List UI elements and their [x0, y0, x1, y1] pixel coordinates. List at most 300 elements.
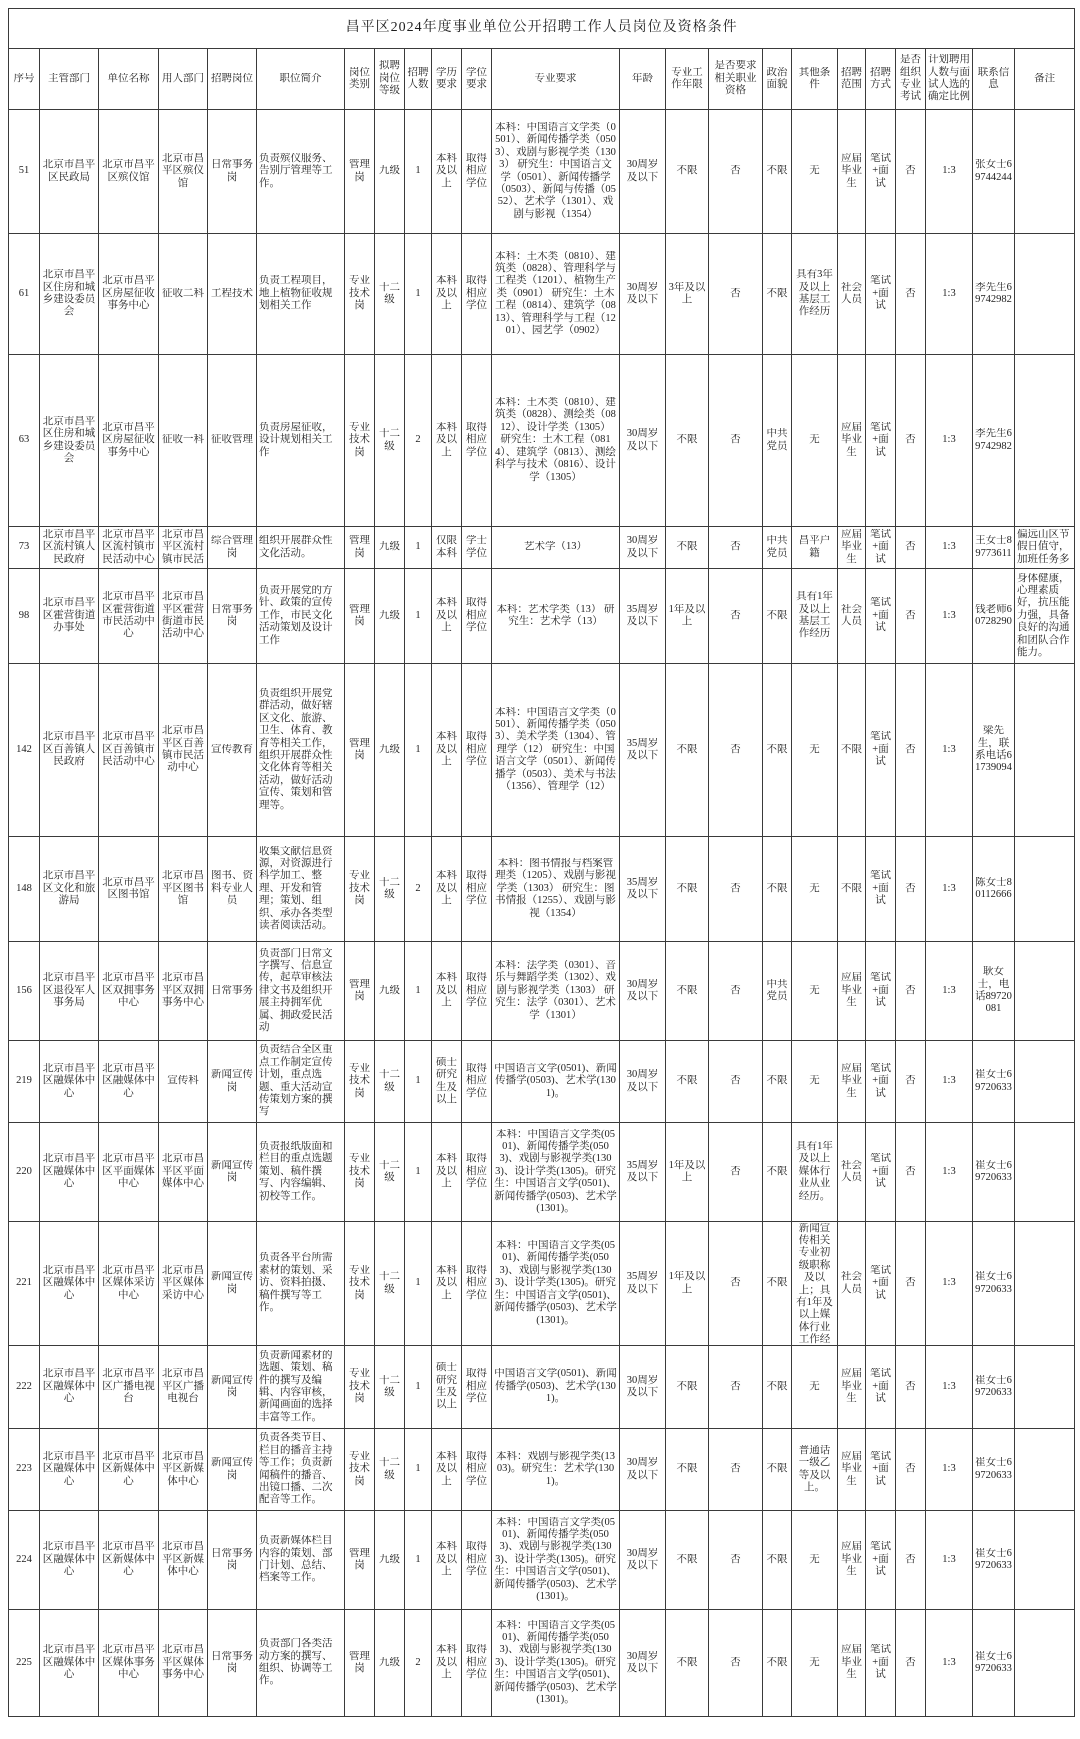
cell-ratio-text: 1:3 [942, 1075, 956, 1087]
cell-degree [462, 1610, 492, 1717]
cell-major-text: 本科：中国语言文学类(0501)、新闻传播学类(0503)、戏剧与影视学类(1303)、设计学类(1305)。研究生：中国语言文学(0501)、新闻传播学(0503)、艺术学(1301)。 [494, 1240, 617, 1326]
cell-position-text: 日常事务 [211, 984, 253, 996]
column-header-label: 招聘范围 [841, 66, 862, 90]
column-header-remark [1015, 49, 1075, 110]
cell-years-text: 不限 [676, 434, 698, 446]
cell-ratio-text: 1:3 [942, 743, 956, 755]
cell-method [866, 355, 896, 527]
cell-position-text: 图书、资料专业人员 [211, 870, 253, 907]
cell-unit [99, 664, 159, 837]
cell-id-text: 225 [16, 1656, 32, 1668]
cell-other [792, 837, 838, 942]
cell-cert [709, 355, 763, 527]
cell-level [375, 837, 405, 942]
cell-ratio-text: 1:3 [942, 541, 956, 553]
cell-exam [896, 1511, 926, 1610]
cell-method [866, 569, 896, 664]
cell-major [492, 664, 620, 837]
table-row [9, 1511, 1075, 1610]
cell-contact-text: 崔女士69720633 [975, 1547, 1012, 1571]
cell-unit [99, 234, 159, 355]
cell-dept-text: 北京市昌平区流村镇人民政府 [42, 528, 96, 565]
cell-education-text: 仅限本科 [436, 535, 457, 559]
cell-other-text: 具有1年及以上基层工作经历 [796, 591, 833, 640]
cell-intro [257, 1511, 345, 1610]
cell-education-text: 本科及以上 [436, 275, 457, 312]
cell-method [866, 1511, 896, 1610]
cell-id [9, 1123, 40, 1222]
cell-cert-text: 否 [730, 165, 741, 177]
cell-category [345, 1222, 375, 1346]
cell-position [208, 1610, 257, 1717]
table-row [9, 664, 1075, 837]
cell-exam [896, 1610, 926, 1717]
cell-education-text: 本科及以上 [436, 1450, 457, 1487]
cell-position [208, 1429, 257, 1511]
cell-intro-text: 负责各类节目、栏目的播音主持等工作；负责新闻稿件的播音、出镜口播、二次配音等工作。 [259, 1432, 333, 1506]
cell-cert-text: 否 [730, 743, 741, 755]
cell-id-text: 221 [16, 1277, 32, 1289]
column-header-method [866, 49, 896, 110]
cell-age-text: 35周岁及以下 [626, 1159, 659, 1183]
cell-education [432, 1429, 462, 1511]
cell-method [866, 234, 896, 355]
cell-method-text: 笔试+面试 [870, 1644, 891, 1681]
cell-unit [99, 355, 159, 527]
table-row [9, 569, 1075, 664]
cell-method-text: 笔试+面试 [870, 1153, 891, 1190]
cell-political-text: 中共党员 [766, 428, 788, 452]
cell-level [375, 664, 405, 837]
cell-intro-text: 负责殡仪服务、告别厅管理等工作。 [259, 152, 333, 189]
cell-unit [99, 1610, 159, 1717]
cell-count-text: 1 [415, 743, 421, 755]
column-header-label: 计划聘用人数与面试人选的确定比例 [928, 54, 970, 103]
cell-other [792, 527, 838, 569]
cell-ratio [926, 1511, 973, 1610]
cell-age [620, 1123, 666, 1222]
cell-cert-text: 否 [730, 1463, 741, 1475]
cell-age-text: 30周岁及以下 [626, 281, 659, 305]
cell-education-text: 本科及以上 [436, 1644, 457, 1681]
cell-count-text: 1 [415, 541, 421, 553]
cell-level-text: 十二级 [379, 876, 400, 900]
cell-cert-text: 否 [730, 1553, 741, 1565]
column-header-cert [709, 49, 763, 110]
cell-education-text: 本科及以上 [436, 597, 457, 634]
cell-scope [838, 1610, 866, 1717]
cell-count-text: 1 [415, 984, 421, 996]
cell-scope-text: 应届毕业生 [841, 152, 862, 189]
cell-political [763, 837, 792, 942]
cell-intro [257, 234, 345, 355]
cell-level-text: 九级 [379, 609, 400, 621]
cell-major-text: 本科：中国语言文学类(0501)、新闻传播学类(0503)、戏剧与影视学类(1303)、设计学类(1305)。研究生：中国语言文学(0501)、新闻传播学(0503)、艺术学(1301)。 [494, 1619, 617, 1706]
cell-employer-text: 北京市昌平区新媒体中心 [162, 1541, 204, 1578]
cell-years [666, 1123, 709, 1222]
cell-ratio [926, 355, 973, 527]
cell-age [620, 355, 666, 527]
cell-category-text: 专业技术岗 [349, 1153, 370, 1190]
cell-position-text: 综合管理岗 [211, 535, 253, 559]
cell-ratio [926, 664, 973, 837]
cell-level-text: 九级 [379, 984, 400, 996]
cell-major [492, 1222, 620, 1346]
cell-age-text: 35周岁及以下 [626, 737, 659, 761]
cell-count [405, 1222, 432, 1346]
cell-degree [462, 1123, 492, 1222]
cell-ratio-text: 1:3 [942, 287, 956, 299]
cell-cert [709, 527, 763, 569]
cell-employer [159, 527, 208, 569]
cell-remark [1015, 1511, 1075, 1610]
cell-cert [709, 1511, 763, 1610]
cell-id [9, 942, 40, 1041]
cell-ratio-text: 1:3 [942, 984, 956, 996]
cell-count-text: 1 [415, 1553, 421, 1565]
cell-dept-text: 北京市昌平区民政局 [42, 159, 96, 183]
cell-major [492, 942, 620, 1041]
cell-education [432, 1610, 462, 1717]
cell-count [405, 837, 432, 942]
cell-education-text: 本科及以上 [436, 972, 457, 1009]
cell-position-text: 日常事务岗 [211, 159, 253, 183]
cell-exam [896, 664, 926, 837]
cell-age [620, 569, 666, 664]
cell-unit-text: 北京市昌平区媒体采访中心 [102, 1264, 155, 1301]
cell-position [208, 355, 257, 527]
cell-exam-text: 否 [905, 882, 916, 894]
cell-political [763, 1123, 792, 1222]
recruitment-table [8, 8, 1075, 1717]
cell-cert-text: 否 [730, 1075, 741, 1087]
cell-scope [838, 837, 866, 942]
cell-employer-text: 北京市昌平区媒体采访中心 [162, 1264, 204, 1301]
cell-other-text: 具有1年及以上媒体行业从业经历。 [796, 1140, 833, 1202]
cell-employer-text: 北京市昌平区霍营街道市民活动中心 [162, 591, 204, 640]
cell-unit-text: 北京市昌平区霍营街道市民活动中心 [102, 591, 155, 640]
cell-unit-text: 北京市昌平区媒体事务中心 [102, 1644, 155, 1681]
cell-dept-text: 北京市昌平区融媒体中心 [42, 1644, 96, 1681]
cell-count [405, 527, 432, 569]
cell-method-text: 笔试+面试 [870, 528, 891, 565]
cell-employer-text: 征收一科 [162, 434, 204, 446]
cell-employer [159, 664, 208, 837]
cell-remark [1015, 1123, 1075, 1222]
cell-level-text: 十二级 [379, 1457, 400, 1481]
cell-degree-text: 取得相应学位 [466, 731, 487, 768]
cell-education [432, 569, 462, 664]
cell-scope [838, 1222, 866, 1346]
cell-category [345, 1123, 375, 1222]
column-header-label: 招聘方式 [870, 66, 891, 90]
cell-id-text: 148 [16, 882, 32, 894]
cell-cert-text: 否 [730, 1380, 741, 1392]
cell-count-text: 1 [415, 1380, 421, 1392]
column-header-dept [40, 49, 99, 110]
cell-level-text: 十二级 [379, 281, 400, 305]
cell-degree [462, 1511, 492, 1610]
column-header-label: 招聘人数 [407, 66, 429, 90]
cell-cert-text: 否 [730, 1277, 741, 1289]
cell-degree-text: 取得相应学位 [466, 1368, 487, 1405]
cell-id [9, 569, 40, 664]
cell-ratio [926, 942, 973, 1041]
cell-major [492, 355, 620, 527]
cell-level-text: 九级 [379, 743, 400, 755]
cell-contact-text: 陈女士80112666 [975, 876, 1012, 900]
cell-unit-text: 北京市昌平区房屋征收事务中心 [102, 275, 155, 312]
cell-contact [973, 1346, 1015, 1429]
table-row [9, 1222, 1075, 1346]
cell-age-text: 35周岁及以下 [626, 1271, 659, 1295]
cell-age-text: 35周岁及以下 [626, 603, 659, 627]
cell-major-text: 本科：法学类（0301）、音乐与舞蹈学类（1302）、戏剧与影视学类（1303） 研究生：法学（0301）、艺术学（1301） [495, 959, 616, 1021]
cell-employer-text: 北京市昌平区殡仪馆 [162, 152, 204, 189]
cell-intro [257, 1041, 345, 1123]
cell-scope [838, 527, 866, 569]
cell-age [620, 1222, 666, 1346]
cell-contact [973, 1123, 1015, 1222]
cell-dept [40, 527, 99, 569]
cell-employer [159, 1222, 208, 1346]
cell-exam-text: 否 [905, 609, 916, 621]
cell-years [666, 569, 709, 664]
cell-major-text: 本科：戏剧与影视学类(1303)。研究生：艺术学(1301)。 [496, 1450, 615, 1487]
cell-count [405, 110, 432, 234]
cell-id [9, 1041, 40, 1123]
cell-age [620, 1610, 666, 1717]
cell-intro [257, 1123, 345, 1222]
cell-degree [462, 1041, 492, 1123]
cell-position [208, 664, 257, 837]
cell-intro [257, 837, 345, 942]
cell-position [208, 234, 257, 355]
column-header-level [375, 49, 405, 110]
cell-years [666, 110, 709, 234]
cell-degree-text: 取得相应学位 [466, 1541, 487, 1578]
cell-major-text: 本科：中国语言文学类(0501)、新闻传播学类(0503)、戏剧与影视学类(1303)、设计学类(1305)。研究生：中国语言文学(0501)、新闻传播学(0503)、艺术学(1301)。 [494, 1128, 617, 1215]
cell-dept-text: 北京市昌平区融媒体中心 [42, 1062, 96, 1099]
cell-cert [709, 234, 763, 355]
cell-position-text: 宣传教育 [211, 743, 253, 755]
cell-education [432, 1346, 462, 1429]
cell-id-text: 51 [18, 165, 30, 177]
cell-age-text: 30周岁及以下 [626, 428, 659, 452]
cell-other-text: 无 [809, 984, 820, 996]
cell-education [432, 527, 462, 569]
header-row [9, 49, 1075, 110]
cell-exam [896, 234, 926, 355]
cell-cert [709, 569, 763, 664]
column-header-political [763, 49, 792, 110]
cell-major [492, 1511, 620, 1610]
cell-level-text: 九级 [379, 165, 400, 177]
cell-scope-text: 社会人员 [841, 603, 862, 627]
column-header-count [405, 49, 432, 110]
cell-political [763, 1222, 792, 1346]
cell-contact [973, 664, 1015, 837]
cell-scope [838, 569, 866, 664]
cell-scope-text: 应届毕业生 [841, 1450, 862, 1487]
column-header-label: 学历要求 [436, 66, 457, 90]
table-row [9, 1610, 1075, 1717]
column-header-id [9, 49, 40, 110]
cell-education-text: 本科及以上 [436, 1153, 457, 1190]
cell-other [792, 1123, 838, 1222]
cell-position-text: 日常事务岗 [211, 1547, 253, 1571]
cell-other-text: 无 [809, 1075, 820, 1087]
cell-years-text: 不限 [676, 1075, 698, 1087]
cell-years [666, 1041, 709, 1123]
cell-method [866, 1123, 896, 1222]
cell-degree-text: 取得相应学位 [466, 1153, 487, 1190]
cell-dept-text: 北京市昌平区融媒体中心 [42, 1264, 96, 1301]
cell-count [405, 942, 432, 1041]
cell-scope-text: 应届毕业生 [841, 972, 862, 1009]
cell-intro [257, 110, 345, 234]
cell-intro-text: 收集文献信息资源，对资源进行科学加工、整理、开发和管理；策划、组织、承办各类型读者阅读活动。 [259, 845, 333, 932]
cell-other [792, 355, 838, 527]
cell-cert-text: 否 [730, 1656, 741, 1668]
cell-remark [1015, 355, 1075, 527]
cell-level-text: 九级 [379, 1553, 400, 1565]
cell-category [345, 1041, 375, 1123]
cell-scope-text: 应届毕业生 [841, 1062, 862, 1099]
cell-years [666, 1610, 709, 1717]
cell-unit-text: 北京市昌平区双拥事务中心 [102, 972, 155, 1009]
cell-dept [40, 569, 99, 664]
cell-ratio-text: 1:3 [942, 882, 956, 894]
cell-major-text: 本科：土木类（0810）、建筑类（0828）、管理科学与工程类（1201）、植物生产类（0901） 研究生：土木工程（0814）、建筑学（0813）、管理科学与工程（1201）、园艺学（0902） [495, 250, 616, 337]
cell-remark [1015, 1429, 1075, 1511]
column-header-other [792, 49, 838, 110]
cell-category-text: 管理岗 [349, 603, 370, 627]
cell-employer-text: 北京市昌平区平面媒体中心 [162, 1153, 204, 1190]
cell-dept-text: 北京市昌平区百善镇人民政府 [42, 731, 96, 768]
cell-category-text: 专业技术岗 [349, 1264, 370, 1301]
cell-years-text: 不限 [676, 984, 698, 996]
cell-category-text: 专业技术岗 [349, 870, 370, 907]
column-header-label: 职位简介 [279, 72, 322, 84]
cell-ratio [926, 1222, 973, 1346]
cell-method [866, 1346, 896, 1429]
cell-id-text: 220 [16, 1165, 32, 1177]
cell-years-text: 1年及以上 [668, 1271, 706, 1295]
table-row [9, 1041, 1075, 1123]
cell-major [492, 527, 620, 569]
cell-dept-text: 北京市昌平区住房和城乡建设委员会 [42, 415, 96, 464]
table-row [9, 527, 1075, 569]
cell-remark [1015, 110, 1075, 234]
cell-major-text: 本科：艺术学类（13） 研究生：艺术学（13） [496, 603, 615, 627]
cell-education [432, 1511, 462, 1610]
cell-employer [159, 1610, 208, 1717]
cell-political [763, 664, 792, 837]
cell-unit-text: 北京市昌平区融媒体中心 [102, 1062, 155, 1099]
cell-cert-text: 否 [730, 287, 741, 299]
cell-count-text: 2 [415, 882, 421, 894]
cell-exam-text: 否 [905, 984, 916, 996]
column-header-label: 是否要求相关职业资格 [714, 60, 757, 97]
cell-id-text: 98 [18, 609, 30, 621]
cell-dept-text: 北京市昌平区退役军人事务局 [42, 972, 96, 1009]
cell-remark [1015, 527, 1075, 569]
column-header-employer [159, 49, 208, 110]
cell-level-text: 九级 [379, 1656, 400, 1668]
cell-political-text: 不限 [766, 1463, 788, 1475]
cell-position [208, 1346, 257, 1429]
cell-level [375, 1123, 405, 1222]
cell-scope-text: 社会人员 [841, 1271, 862, 1295]
cell-remark [1015, 837, 1075, 942]
column-header-contact [973, 49, 1015, 110]
column-header-label: 序号 [13, 72, 35, 84]
cell-education [432, 234, 462, 355]
cell-count [405, 355, 432, 527]
cell-exam [896, 1041, 926, 1123]
cell-dept [40, 942, 99, 1041]
cell-employer [159, 1511, 208, 1610]
cell-method-text: 笔试+面试 [870, 421, 891, 458]
cell-count [405, 234, 432, 355]
cell-degree-text: 取得相应学位 [466, 421, 487, 458]
cell-education [432, 1222, 462, 1346]
cell-method-text: 笔试+面试 [870, 1450, 891, 1487]
cell-method [866, 527, 896, 569]
cell-unit [99, 837, 159, 942]
cell-employer [159, 1346, 208, 1429]
cell-method-text: 笔试+面试 [870, 1062, 891, 1099]
cell-degree-text: 取得相应学位 [466, 1644, 487, 1681]
cell-unit [99, 569, 159, 664]
cell-method-text: 笔试+面试 [870, 972, 891, 1009]
cell-count [405, 1511, 432, 1610]
column-header-age [620, 49, 666, 110]
cell-dept [40, 1511, 99, 1610]
cell-exam [896, 1429, 926, 1511]
cell-intro-text: 负责工程项目，地上植物征收规划相关工作 [259, 275, 333, 312]
cell-cert-text: 否 [730, 434, 741, 446]
cell-remark [1015, 1346, 1075, 1429]
cell-contact-text: 崔女士69720633 [975, 1457, 1012, 1481]
cell-category [345, 1610, 375, 1717]
cell-dept [40, 1429, 99, 1511]
column-header-years [666, 49, 709, 110]
cell-dept [40, 110, 99, 234]
cell-major-text: 本科：中国语言文学类（0501）、新闻传播学类（0503）、戏剧与影视学类（1303） 研究生：中国语言文学（0501）、新闻传播学（0503）、新闻与传播（0552）、艺术学（1301）、戏剧与影视（1354） [495, 121, 616, 220]
cell-exam [896, 1222, 926, 1346]
cell-id-text: 61 [18, 287, 30, 299]
cell-other-text: 无 [809, 882, 820, 894]
cell-method [866, 110, 896, 234]
column-header-label: 招聘岗位 [211, 72, 253, 84]
cell-years [666, 664, 709, 837]
cell-employer-text: 北京市昌平区流村镇市民活 [162, 528, 204, 565]
table-row [9, 355, 1075, 527]
cell-political [763, 1610, 792, 1717]
cell-count [405, 1429, 432, 1511]
cell-dept-text: 北京市昌平区文化和旅游局 [42, 870, 96, 907]
cell-degree [462, 1222, 492, 1346]
cell-category-text: 专业技术岗 [349, 1368, 370, 1405]
cell-education [432, 1123, 462, 1222]
cell-cert [709, 664, 763, 837]
cell-degree-text: 取得相应学位 [466, 597, 487, 634]
cell-cert-text: 否 [730, 1165, 741, 1177]
cell-unit-text: 北京市昌平区房屋征收事务中心 [102, 421, 155, 458]
cell-age [620, 110, 666, 234]
